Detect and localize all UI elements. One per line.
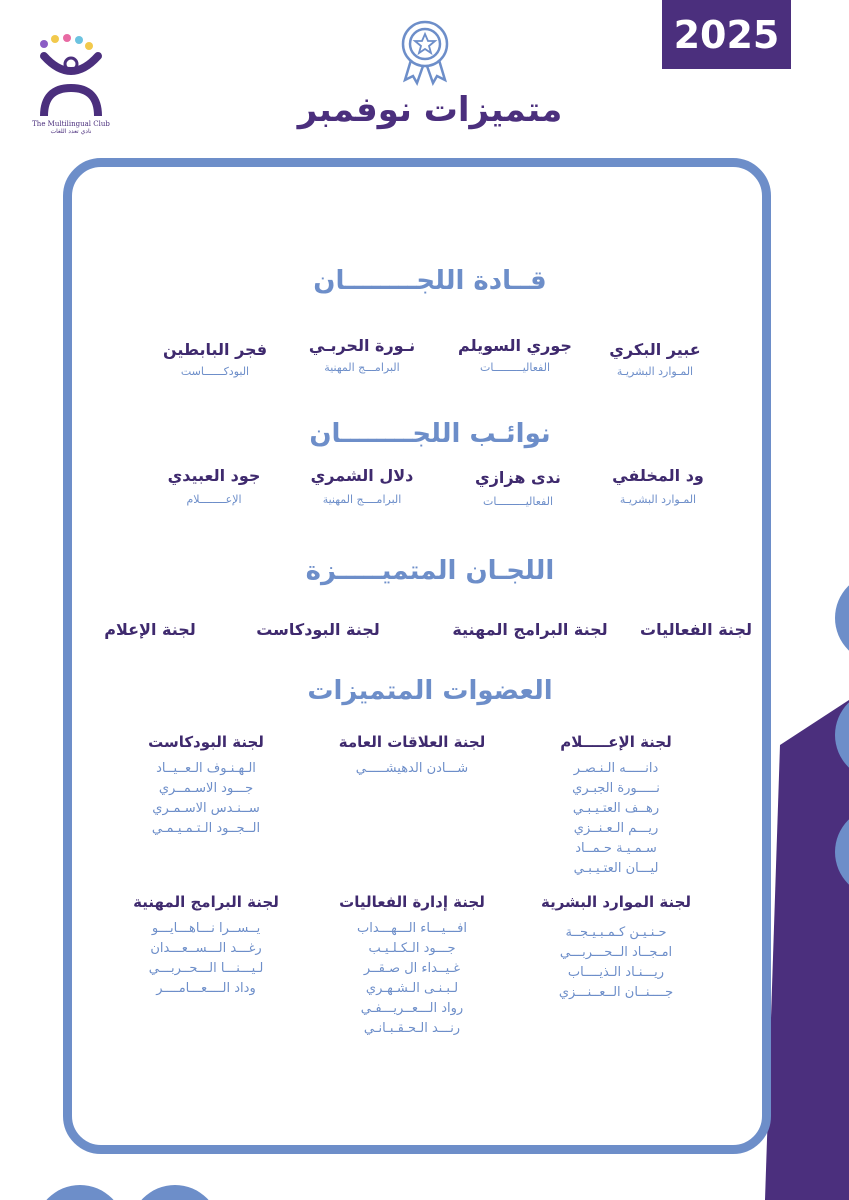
member-name: ريـــنـاد الـذيــــاب [567, 965, 665, 980]
group-heading: لجنة الموارد البشرية [540, 893, 692, 911]
member-name: الـهـنـوف الـعــيــاد [156, 761, 256, 776]
section-title-leaders: قــادة اللجــــــــان [313, 266, 547, 296]
person-role: المـوارد البشريـة [616, 365, 694, 378]
person-role: الفعاليـــــــــات [482, 495, 553, 508]
member-name: امـجــاد الــحـــربـــي [559, 945, 673, 960]
member-name: رغـــد الـــســعـــدان [150, 941, 262, 956]
person-role: البودكــــــاست [180, 365, 250, 378]
member-name: ليـــان العتـيـبـي [573, 861, 659, 876]
logo-subtext: نادي تعدد اللغات [50, 128, 92, 135]
person-name: جوري السويلم [458, 336, 572, 355]
member-name: وداد الــــعـــامــــر [156, 981, 256, 996]
member-name: جـــود الاسـمــري [158, 781, 254, 796]
committee-item: لجنة الإعلام [104, 620, 196, 639]
member-name: افـــيـــاء الـــهـــداب [357, 921, 467, 936]
person-role: المـوارد البشريـة [619, 493, 697, 506]
group-heading: لجنة الإعـــــلام [560, 733, 672, 751]
person-name: دلال الشمري [310, 466, 414, 485]
member-group [322, 893, 502, 1039]
member-name: جـــود الـكـلـيـب [368, 941, 456, 956]
member-name: جــــنــان الــعــنـــزي [558, 985, 674, 1000]
committee-item: لجنة الفعاليات [639, 620, 752, 639]
person-name: جود العبيدي [167, 466, 261, 485]
person-role: الفعاليـــــــــات [479, 361, 550, 374]
person-name: فجر البابطين [162, 340, 268, 359]
person-role: الإعــــــــلام [186, 493, 242, 506]
group-heading: لجنة إدارة الفعاليات [339, 893, 485, 911]
group-heading: لجنة البرامج المهنية [133, 893, 279, 911]
member-group [322, 733, 502, 779]
member-group [526, 733, 706, 879]
leader-card [425, 336, 605, 374]
page-title: متميزات نوفمبر [297, 90, 563, 130]
award-ribbon-icon [397, 20, 453, 86]
member-name: نـــــورة الجبـري [572, 781, 660, 796]
person-name: ود المخلفي [612, 466, 704, 485]
section-title-members: العضوات المتميزات [307, 676, 553, 706]
member-name: يــســرا نـــاهـــايـــو [151, 921, 261, 936]
member-name: غـيــداء ال صـقــر [363, 961, 461, 976]
person-name: نـورة الحربـي [308, 336, 416, 355]
member-name: ســنـدس الاسـمـري [152, 801, 260, 816]
member-name: شـــادن الدهيشـــــي [355, 761, 469, 776]
committee-item: لجنة البودكاست [256, 620, 380, 639]
blue-circle-decoration [35, 1185, 125, 1200]
member-group [116, 893, 296, 999]
section-title-committees: اللجـان المتميـــــزة [305, 556, 555, 586]
member-name: رهــف العتـيـبـي [572, 801, 660, 816]
logo-text: The Multilingual Club [32, 120, 110, 128]
group-heading: لجنة البودكاست [148, 733, 264, 751]
blue-circle-decoration [835, 573, 849, 663]
person-name: ندى هزازي [475, 468, 561, 487]
logo-icon [32, 34, 110, 116]
member-name: حـنـيـن كـمـبـيـجــة [565, 925, 667, 940]
member-group [116, 733, 296, 839]
deputy-card [124, 466, 304, 506]
person-name: عبير البكري [609, 340, 701, 359]
member-name: سـمـيـة حـمــاد [575, 841, 657, 856]
member-name: ريـــم الـعـنــزي [573, 821, 659, 836]
member-name: رواد الـــعــريـــفـي [360, 1001, 464, 1016]
year-badge: 2025 [662, 0, 791, 69]
member-name: لـيـــنـــا الـــحــربـــي [148, 961, 264, 976]
member-name: الــجــود الـتـمـيـمـي [151, 821, 261, 836]
member-group [526, 893, 706, 1003]
deputy-card [428, 468, 608, 508]
purple-corner-shape [765, 700, 849, 1200]
person-role: البرامـــج المهنية [324, 361, 400, 374]
club-logo [32, 34, 110, 146]
member-name: لـبـنـى الـشـهـري [365, 981, 459, 996]
committee-item: لجنة البرامج المهنية [452, 620, 608, 639]
member-name: رنـــد الـحـقـبـانـي [363, 1021, 461, 1036]
leader-card [125, 340, 305, 378]
blue-circle-decoration [130, 1185, 220, 1200]
person-role: البرامــــج المهنية [322, 493, 402, 506]
group-heading: لجنة العلاقات العامة [338, 733, 486, 751]
section-title-deputies: نوائـب اللجــــــــان [309, 419, 551, 449]
member-name: دانـــــه الـنـصـر [573, 761, 659, 776]
